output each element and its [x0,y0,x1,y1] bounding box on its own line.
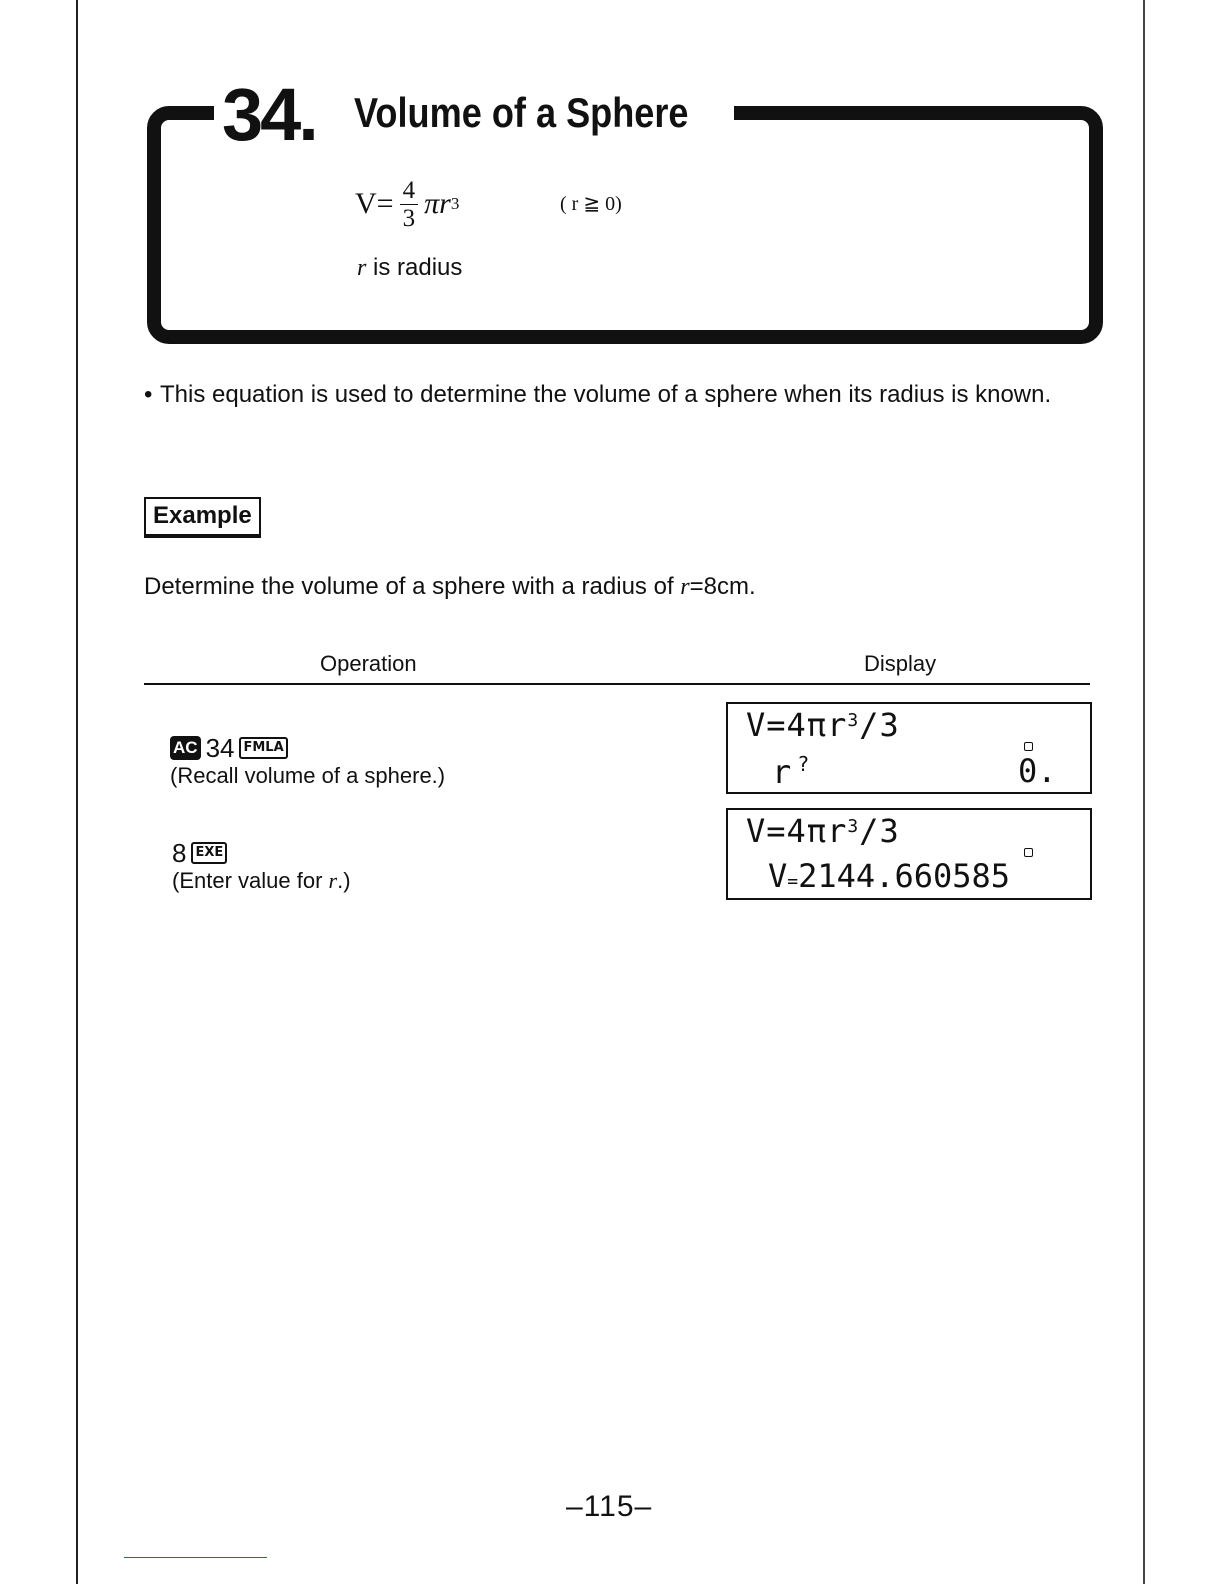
bullet: • [144,381,153,408]
problem-text: Determine the volume of a sphere with a radius of [144,573,681,600]
table-header-rule [144,683,1090,685]
example-problem [144,573,756,601]
page-edge-right [1143,0,1145,1584]
key-sequence [170,733,445,763]
prompt-variable: r [772,753,792,791]
note-variable: r [328,868,338,893]
column-header-display: Display [864,651,937,676]
problem-value: =8cm. [689,573,756,600]
display-formula-text: V=4πr [746,706,848,744]
result-variable: V [768,857,788,895]
operation-step-2 [172,838,351,894]
display-prompt [772,752,809,791]
section-number: 34. [222,73,316,156]
result-value: 2144.660585 [798,857,1011,895]
key-sequence [172,838,351,868]
problem-variable: r [680,574,690,600]
volume-formula [355,176,459,232]
description-text: This equation is used to determine the volume of a sphere when its radius is known. [160,381,1052,408]
display-result [768,857,1010,895]
display-indicator [1024,848,1033,857]
formula-pi-r: πr [424,187,451,220]
display-exponent: 3 [847,710,860,731]
display-formula-line [746,812,900,850]
fraction-numerator: 4 [400,178,419,205]
display-formula-tail: /3 [859,812,900,850]
display-formula-text: V=4πr [746,812,848,850]
fmla-key: FMLA [239,737,287,759]
page-number: –115– [566,1490,653,1523]
formula-fraction [400,178,419,231]
radius-variable: r [357,255,367,281]
key-number: 8 [172,837,187,868]
fraction-denominator: 3 [402,204,416,232]
display-value: 0. [1018,752,1057,790]
prompt-question: ? [797,752,810,776]
calculator-display-2 [726,808,1092,900]
formula-exponent: 3 [450,194,460,213]
step-note: (Recall volume of a sphere.) [170,763,446,788]
formula-lhs: V= [355,187,394,220]
display-exponent: 3 [847,816,860,837]
step-note [172,868,351,894]
footer-rule [124,1557,267,1558]
page-edge-left [76,0,78,1584]
example-label: Example [144,497,261,538]
description [144,378,1094,411]
radius-note [357,254,462,282]
formula-condition: ( r ≧ 0) [560,193,622,215]
key-number: 34 [205,732,235,763]
result-equals: = [787,871,799,892]
display-formula-tail: /3 [859,706,900,744]
display-indicator [1024,742,1033,751]
calculator-display-1 [726,702,1092,794]
exe-key: EXE [191,842,227,864]
section-title: Volume of a Sphere [354,89,689,136]
operation-step-1 [170,733,445,789]
note-text: (Enter value for [172,868,329,893]
column-header-operation: Operation [320,651,417,676]
ac-key: AC [170,736,201,760]
radius-text: is radius [366,254,463,281]
note-tail: .) [337,868,351,893]
display-formula-line [746,706,900,744]
